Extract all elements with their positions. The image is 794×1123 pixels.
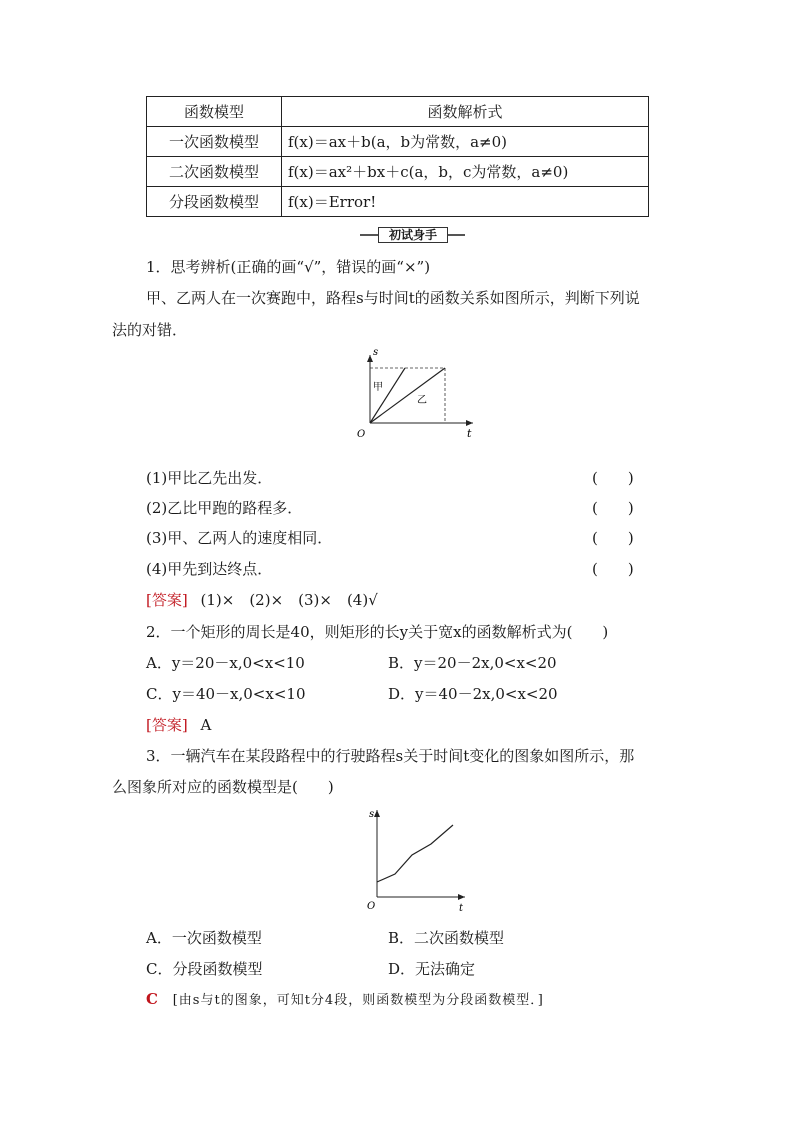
q2-option-a[interactable]: A．y＝20－x,0<x<10: [146, 654, 305, 672]
table-cell: f(x)＝Error!: [282, 187, 649, 217]
q1-item: (2)乙比甲跑的路程多．: [146, 499, 303, 517]
q1-race-graph: [345, 345, 480, 445]
q2-option-b[interactable]: B．y＝20－2x,0<x<20: [388, 654, 557, 672]
table-cell: 一次函数模型: [147, 127, 282, 157]
q1-stem-line1: 甲、乙两人在一次赛跑中，路程s与时间t的函数关系如图所示，判断下列说: [146, 289, 640, 307]
table-cell: f(x)＝ax²＋bx＋c(a，b，c为常数，a≠0): [282, 157, 649, 187]
q2-answer: [146, 714, 211, 735]
answer-blank[interactable]: ( ): [592, 560, 634, 578]
q1-item: (4)甲先到达终点．: [146, 560, 273, 578]
answer-letter: C: [146, 990, 158, 1008]
answer-label: [答案]: [146, 716, 188, 734]
line-jia: [370, 368, 405, 423]
line-jia-label: 甲: [373, 382, 383, 393]
origin-label: O: [367, 901, 376, 912]
q2-option-d[interactable]: D．y＝40－2x,0<x<20: [388, 685, 558, 703]
table-header-cell: 函数模型: [147, 97, 282, 127]
banner-title: 初试身手: [378, 227, 448, 243]
answer-explanation: [由s与t的图象，可知t分4段，则函数模型为分段函数模型．]: [172, 993, 544, 1008]
q3-prompt-line2: 么图象所对应的函数模型是( ): [112, 778, 334, 796]
origin-label: O: [357, 429, 366, 440]
q1-item: (3)甲、乙两人的速度相同．: [146, 529, 333, 547]
piecewise-line: [377, 825, 453, 882]
line-yi-label: 乙: [417, 395, 427, 406]
function-model-table: [146, 96, 649, 217]
table-header-cell: 函数解析式: [282, 97, 649, 127]
line-yi: [370, 368, 445, 423]
answer-blank[interactable]: ( ): [592, 529, 634, 547]
y-axis-arrow: [374, 810, 380, 817]
x-axis-label: t: [459, 903, 464, 914]
q3-option-a[interactable]: A．一次函数模型: [146, 929, 262, 947]
q3-option-d[interactable]: D．无法确定: [388, 960, 476, 978]
q3-prompt-line1: 3．一辆汽车在某段路程中的行驶路程s关于时间t变化的图象如图所示，那: [146, 747, 635, 765]
q3-option-c[interactable]: C．分段函数模型: [146, 960, 263, 978]
table-row: [147, 157, 649, 187]
q2-prompt: 2．一个矩形的周长是40，则矩形的长y关于宽x的函数解析式为( ): [146, 623, 609, 641]
q3-distance-time-graph: [355, 805, 470, 915]
table-row: [147, 187, 649, 217]
x-axis-label: t: [467, 427, 472, 440]
answer-blank[interactable]: ( ): [592, 499, 634, 517]
q1-item: (1)甲比乙先出发．: [146, 469, 273, 487]
table-header-row: [147, 97, 649, 127]
answer-blank[interactable]: ( ): [592, 469, 634, 487]
q3-answer: [146, 989, 544, 1008]
answer-text: A: [200, 716, 212, 734]
answer-label: [答案]: [146, 591, 188, 609]
table-cell: 分段函数模型: [147, 187, 282, 217]
y-axis-label: s: [369, 809, 375, 820]
q1-stem-line2: 法的对错．: [112, 321, 188, 339]
y-axis-label: s: [373, 347, 379, 358]
q1-prompt: 1．思考辨析(正确的画“√”，错误的画“×”): [146, 258, 431, 276]
table-row: [147, 127, 649, 157]
q2-option-c[interactable]: C．y＝40－x,0<x<10: [146, 685, 306, 703]
table-cell: 二次函数模型: [147, 157, 282, 187]
q3-option-b[interactable]: B．二次函数模型: [388, 929, 505, 947]
section-banner: [360, 227, 465, 242]
x-axis-arrow: [458, 894, 465, 900]
answer-text: (1)× (2)× (3)× (4)√: [200, 591, 378, 609]
x-axis-arrow: [466, 420, 473, 426]
q1-answer: [146, 589, 378, 610]
table-cell: f(x)＝ax＋b(a，b为常数，a≠0): [282, 127, 649, 157]
